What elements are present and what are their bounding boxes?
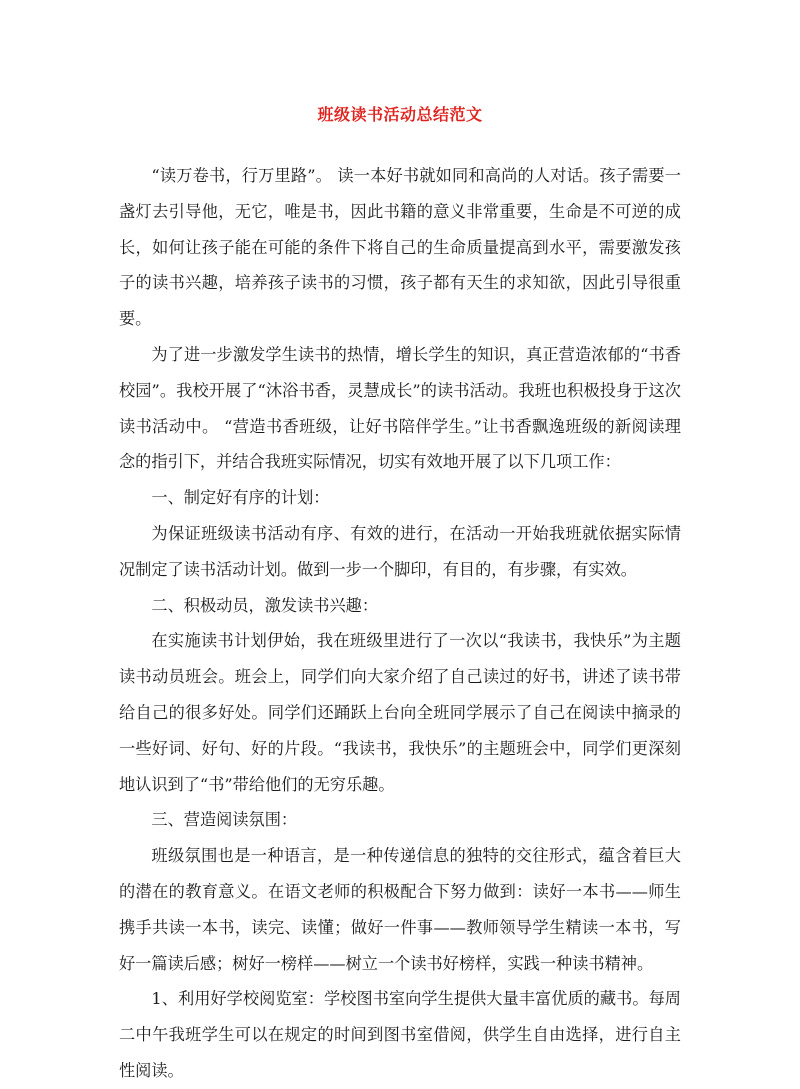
paragraph-atmosphere: 班级氛围也是一种语言，是一种传递信息的独特的交往形式，蕴含着巨大的潜在的教育意义。在语文老师的积极配合下努力做到：读好一本书——师生携手共读一本书，读完、读懂；做好一件事——教师领导学生精读一本书，写好一篇读后感；树好一榜样——树立一个读书好榜样，实践一种读书精神。 [119,846,681,973]
section-heading-3: 三、营造阅读氛围： [151,810,298,830]
paragraph-library: 1、利用好学校阅览室：学校图书室向学生提供大量丰富优质的藏书。每周二中午我班学生可以在规定的时间到图书室借阅，供学生自由选择，进行自主性阅读。 [119,989,681,1080]
document-body [119,158,681,1089]
paragraph-plan: 为保证班级读书活动有序、有效的进行，在活动一开始我班就依据实际情况制定了读书活动计划。做到一步一个脚印，有目的，有步骤，有实效。 [119,523,681,579]
paragraph-background: 为了进一步激发学生读书的热情，增长学生的知识，真正营造浓郁的“书香校园”。我校开展了“沐浴书香，灵慧成长”的读书活动。我班也积极投身于这次读书活动中。 “营造书香班级，让好书陪伴学生。”让书香飘逸班级的新阅读理念的指引下，并结合我班实际情况，切实有效地开展了以下几项工作： [119,344,681,472]
section-heading-2: 二、积极动员，激发读书兴趣： [151,595,379,615]
paragraph-mobilize: 在实施读书计划伊始，我在班级里进行了一次以“我读书，我快乐”为主题读书动员班会。班会上，同学们向大家介绍了自己读过的好书，讲述了读书带给自己的很多好处。同学们还踊跃上台向全班同学展示了自己在阅读中摘录的一些好词、好句、好的片段。“我读书，我快乐”的主题班会中，同学们更深刻地认识到了“书”带给他们的无穷乐趣。 [119,631,681,794]
paragraph-intro: “读万卷书，行万里路”。 读一本好书就如同和高尚的人对话。孩子需要一盏灯去引导他，无它，唯是书，因此书籍的意义非常重要，生命是不可逆的成长，如何让孩子能在可能的条件下将自己的生命质量提高到水平，需要激发孩子的读书兴趣，培养孩子读书的习惯，孩子都有天生的求知欲，因此引导很重要。 [119,166,681,329]
document-title: 班级读书活动总结范文 [317,105,483,124]
section-heading-1: 一、制定好有序的计划： [151,488,330,508]
